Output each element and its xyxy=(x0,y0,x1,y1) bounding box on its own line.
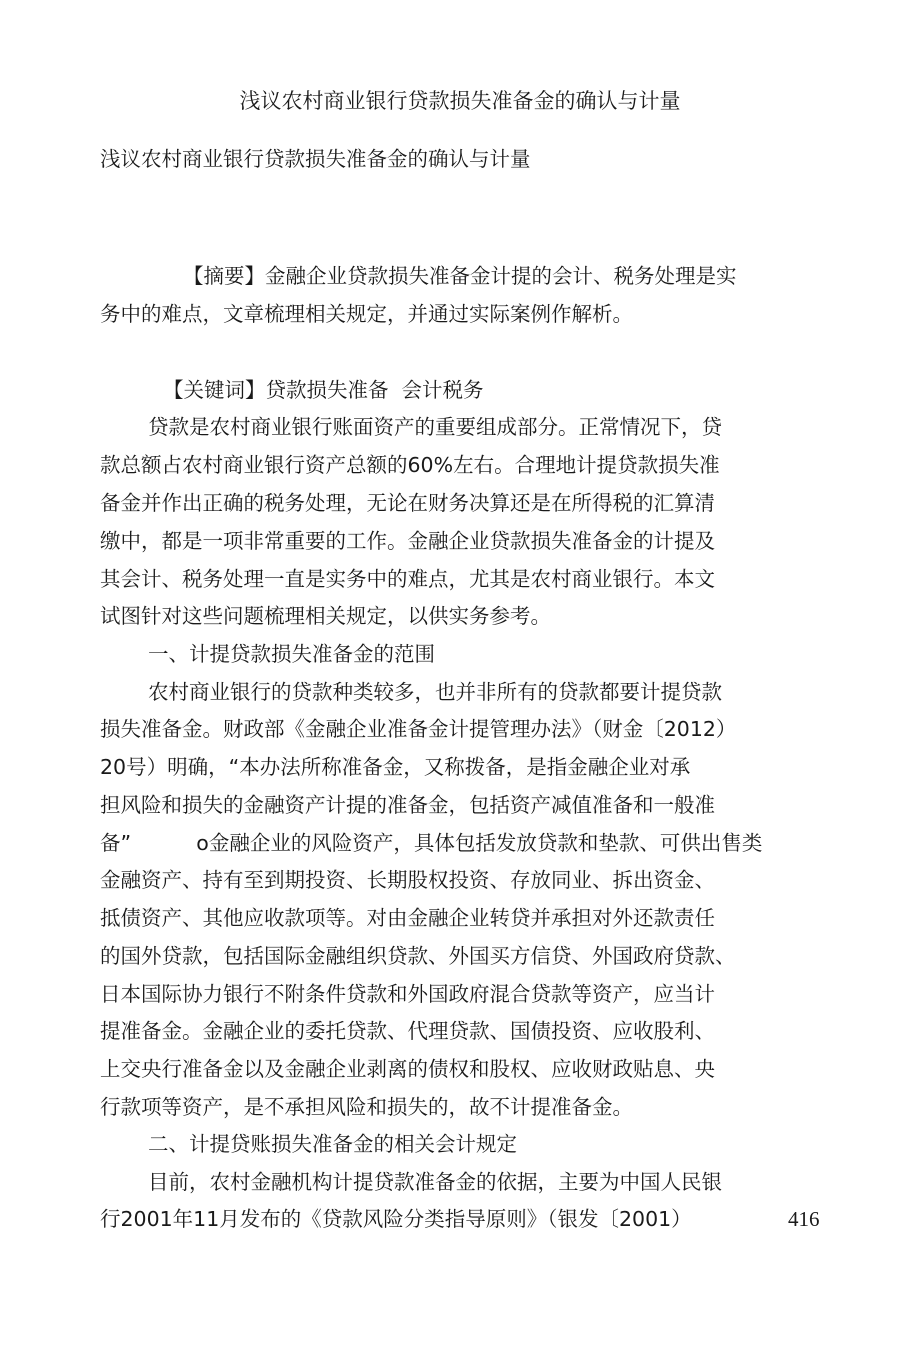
body-line: 提准备金。金融企业的委托贷款、代理贷款、国债投资、应收股利、 xyxy=(100,1019,715,1043)
body-line: 农村商业银行的贷款种类较多，也并非所有的贷款都要计提贷款 xyxy=(148,680,722,704)
body-line: 试图针对这些问题梳理相关规定，以供实务参考。 xyxy=(100,604,551,628)
body-line: 款总额占农村商业银行资产总额的60%左右。合理地计提贷款损失准 xyxy=(100,453,720,477)
body-line: 上交央行准备金以及金融企业剥离的债权和股权、应收财政贴息、央 xyxy=(100,1057,715,1081)
body-line: 损失准备金。财政部《金融企业准备金计提管理办法》（财金〔2012） xyxy=(100,717,737,741)
abstract-line-1: 【摘要】金融企业贷款损失准备金计提的会计、税务处理是实 xyxy=(183,264,737,288)
body-line: 缴中，都是一项非常重要的工作。金融企业贷款损失准备金的计提及 xyxy=(100,529,715,553)
body-line: 备金并作出正确的税务处理，无论在财务决算还是在所得税的汇算清 xyxy=(100,491,715,515)
document-title: 浅议农村商业银行贷款损失准备金的确认与计量 xyxy=(239,89,681,113)
body-line: 行2001年11月发布的《贷款风险分类指导原则》（银发〔2001） xyxy=(100,1207,692,1231)
page-number: 416 xyxy=(788,1207,820,1231)
keywords-line: 【关键词】贷款损失准备 会计税务 xyxy=(163,378,484,402)
body-line: 抵债资产、其他应收款项等。对由金融企业转贷并承担对外还款责任 xyxy=(100,906,715,930)
body-line: 金融资产、持有至到期投资、长期股权投资、存放同业、拆出资金、 xyxy=(100,868,715,892)
body-line: 行款项等资产，是不承担风险和损失的，故不计提准备金。 xyxy=(100,1095,633,1119)
body-line: 担风险和损失的金融资产计提的准备金，包括资产减值准备和一般准 xyxy=(100,793,715,817)
body-line: 日本国际协力银行不附条件贷款和外国政府混合贷款等资产，应当计 xyxy=(100,982,715,1006)
body-line: 的国外贷款，包括国际金融组织贷款、外国买方信贷、外国政府贷款、 xyxy=(100,944,736,968)
body-line: 贷款是农村商业银行账面资产的重要组成部分。正常情况下，贷 xyxy=(148,415,722,439)
body-line: 20号）明确，“本办法所称准备金，又称拨备，是指金融企业对承 xyxy=(100,755,691,779)
abstract-line-2: 务中的难点，文章梳理相关规定，并通过实际案例作解析。 xyxy=(100,302,633,326)
body-line: 其会计、税务处理一直是实务中的难点，尤其是农村商业银行。本文 xyxy=(100,567,715,591)
section-heading-2: 二、计提贷账损失准备金的相关会计规定 xyxy=(148,1132,517,1156)
body-line: 目前，农村金融机构计提贷款准备金的依据，主要为中国人民银 xyxy=(148,1170,722,1194)
body-line: 备” o金融企业的风险资产，具体包括发放贷款和垫款、可供出售类 xyxy=(100,831,763,855)
section-heading-1: 一、计提贷款损失准备金的范围 xyxy=(148,642,435,666)
document-subtitle: 浅议农村商业银行贷款损失准备金的确认与计量 xyxy=(100,147,531,171)
